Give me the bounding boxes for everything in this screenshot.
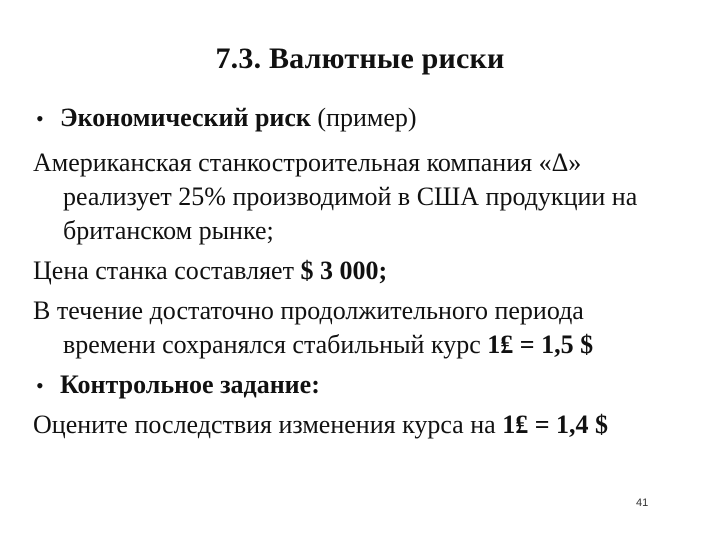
company-text-line-3: британском рынке; bbox=[63, 216, 274, 245]
page-number: 41 bbox=[636, 497, 649, 509]
rate-label: времени сохранялся стабильный курс bbox=[63, 330, 488, 359]
price-value: $ 3 000; bbox=[300, 256, 388, 285]
bullet-economic-risk bbox=[36, 103, 417, 134]
economic-risk-term: Экономический риск bbox=[60, 103, 311, 132]
task-line bbox=[33, 410, 608, 440]
bullet-control-task bbox=[36, 370, 320, 401]
period-text-line-1: В течение достаточно продолжительного периода bbox=[33, 296, 584, 325]
rate-value-new: 1₤ = 1,4 $ bbox=[502, 410, 609, 439]
control-task-heading: Контрольное задание: bbox=[60, 370, 320, 399]
bullet-marker: • bbox=[36, 106, 44, 131]
price-line bbox=[33, 256, 387, 286]
task-label: Оцените последствия изменения курса на bbox=[33, 410, 503, 439]
example-note: (пример) bbox=[310, 103, 417, 132]
bullet-marker: • bbox=[36, 373, 44, 398]
period-text-line-2 bbox=[63, 330, 593, 360]
rate-value-initial: 1₤ = 1,5 $ bbox=[487, 330, 594, 359]
slide-title: 7.3. Валютные риски bbox=[215, 42, 505, 75]
price-label: Цена станка составляет bbox=[33, 256, 301, 285]
company-text-line-2: реализует 25% производимой в США продукции на bbox=[63, 182, 638, 211]
company-text-line-1: Американская станкостроительная компания «Δ» bbox=[33, 148, 582, 177]
